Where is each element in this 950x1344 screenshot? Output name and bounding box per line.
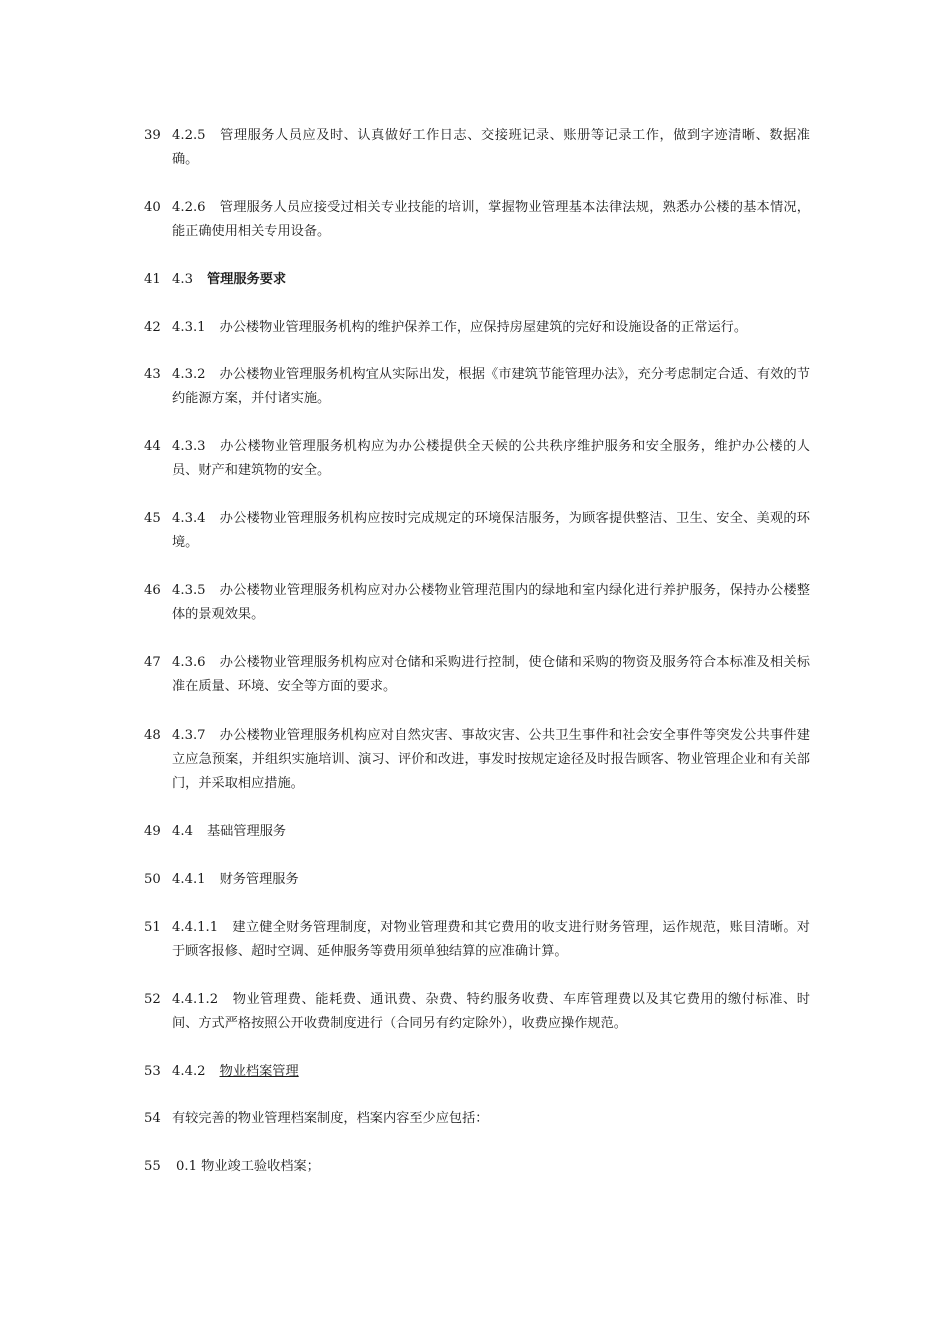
line-45 — [144, 507, 810, 555]
clause-number: 4.3.4 — [172, 511, 206, 526]
line-number: 55 — [144, 1159, 161, 1174]
list-item-text: 0.1 物业竣工验收档案； — [176, 1159, 320, 1174]
line-50 — [144, 868, 810, 892]
clause-text: 建立健全财务管理制度，对物业管理费和其它费用的收支进行财务管理，运作规范，账目清晰。对于顾客报修、超时空调、延伸服务等费用须单独结算的应准确计算。 — [172, 920, 810, 959]
line-39 — [144, 124, 810, 172]
clause-text: 办公楼物业管理服务机构应对自然灾害、事故灾害、公共卫生事件和社会安全事件等突发公共事件建立应急预案，并组织实施培训、演习、评价和改进，事发时按规定途径及时报告顾客、物业管理企业和有关部门，并采取相应措施。 — [172, 728, 810, 791]
section-number: 4.3 — [172, 272, 193, 287]
line-54 — [144, 1107, 810, 1131]
clause-heading: 物业档案管理 — [219, 1064, 299, 1079]
clause-number: 4.3.1 — [172, 320, 206, 335]
body-text: 有较完善的物业管理档案制度，档案内容至少应包括： — [172, 1111, 489, 1126]
line-52 — [144, 988, 810, 1036]
line-number: 44 — [144, 439, 161, 454]
clause-text: 管理服务人员应及时、认真做好工作日志、交接班记录、账册等记录工作，做到字迹清晰、数据准确。 — [172, 128, 810, 167]
clause-text: 办公楼物业管理服务机构的维护保养工作，应保持房屋建筑的完好和设施设备的正常运行。 — [219, 320, 748, 335]
line-51 — [144, 916, 810, 964]
line-41 — [144, 268, 810, 292]
clause-heading: 财务管理服务 — [219, 872, 299, 887]
clause-text: 办公楼物业管理服务机构宜从实际出发，根据《市建筑节能管理办法》，充分考虑制定合适、有效的节约能源方案，并付诸实施。 — [172, 367, 810, 406]
line-number: 39 — [144, 128, 161, 143]
line-number: 42 — [144, 320, 161, 335]
line-number: 41 — [144, 272, 161, 287]
clause-text: 物业管理费、能耗费、通讯费、杂费、特约服务收费、车库管理费以及其它费用的缴付标准、时间、方式严格按照公开收费制度进行（合同另有约定除外），收费应操作规范。 — [172, 992, 810, 1031]
line-49 — [144, 820, 810, 844]
clause-number: 4.4.1.1 — [172, 920, 219, 935]
line-53 — [144, 1060, 810, 1084]
line-44 — [144, 435, 810, 483]
line-43 — [144, 363, 810, 411]
clause-text: 管理服务人员应接受过相关专业技能的培训，掌握物业管理基本法律法规，熟悉办公楼的基本情况，能正确使用相关专用设备。 — [172, 200, 810, 239]
clause-number: 4.2.5 — [172, 128, 206, 143]
line-number: 52 — [144, 992, 161, 1007]
line-number: 47 — [144, 655, 161, 670]
line-number: 46 — [144, 583, 161, 598]
clause-number: 4.3.5 — [172, 583, 206, 598]
clause-number: 4.3.6 — [172, 655, 206, 670]
section-heading: 管理服务要求 — [206, 272, 287, 287]
line-number: 40 — [144, 200, 161, 215]
line-number: 45 — [144, 511, 161, 526]
line-48 — [144, 724, 810, 796]
clause-number: 4.4.2 — [172, 1064, 206, 1079]
line-42 — [144, 316, 810, 340]
line-number: 51 — [144, 920, 161, 935]
line-number: 48 — [144, 728, 161, 743]
section-number: 4.4 — [172, 824, 193, 839]
line-number: 53 — [144, 1064, 161, 1079]
clause-number: 4.4.1 — [172, 872, 206, 887]
clause-text: 办公楼物业管理服务机构应对办公楼物业管理范围内的绿地和室内绿化进行养护服务，保持办公楼整体的景观效果。 — [172, 583, 810, 622]
line-47 — [144, 651, 810, 699]
line-40 — [144, 196, 810, 244]
line-number: 49 — [144, 824, 161, 839]
line-number: 43 — [144, 367, 161, 382]
clause-number: 4.2.6 — [172, 200, 206, 215]
clause-number: 4.3.3 — [172, 439, 206, 454]
line-46 — [144, 579, 810, 627]
line-number: 50 — [144, 872, 161, 887]
clause-text: 办公楼物业管理服务机构应按时完成规定的环境保洁服务，为顾客提供整洁、卫生、安全、美观的环境。 — [172, 511, 810, 550]
line-55 — [144, 1155, 810, 1179]
clause-text: 办公楼物业管理服务机构应对仓储和采购进行控制，使仓储和采购的物资及服务符合本标准及相关标准在质量、环境、安全等方面的要求。 — [172, 655, 810, 694]
clause-number: 4.3.2 — [172, 367, 206, 382]
line-number: 54 — [144, 1111, 161, 1126]
clause-number: 4.4.1.2 — [172, 992, 219, 1007]
section-heading: 基础管理服务 — [206, 824, 287, 839]
clause-number: 4.3.7 — [172, 728, 206, 743]
clause-text: 办公楼物业管理服务机构应为办公楼提供全天候的公共秩序维护服务和安全服务，维护办公楼的人员、财产和建筑物的安全。 — [172, 439, 810, 478]
